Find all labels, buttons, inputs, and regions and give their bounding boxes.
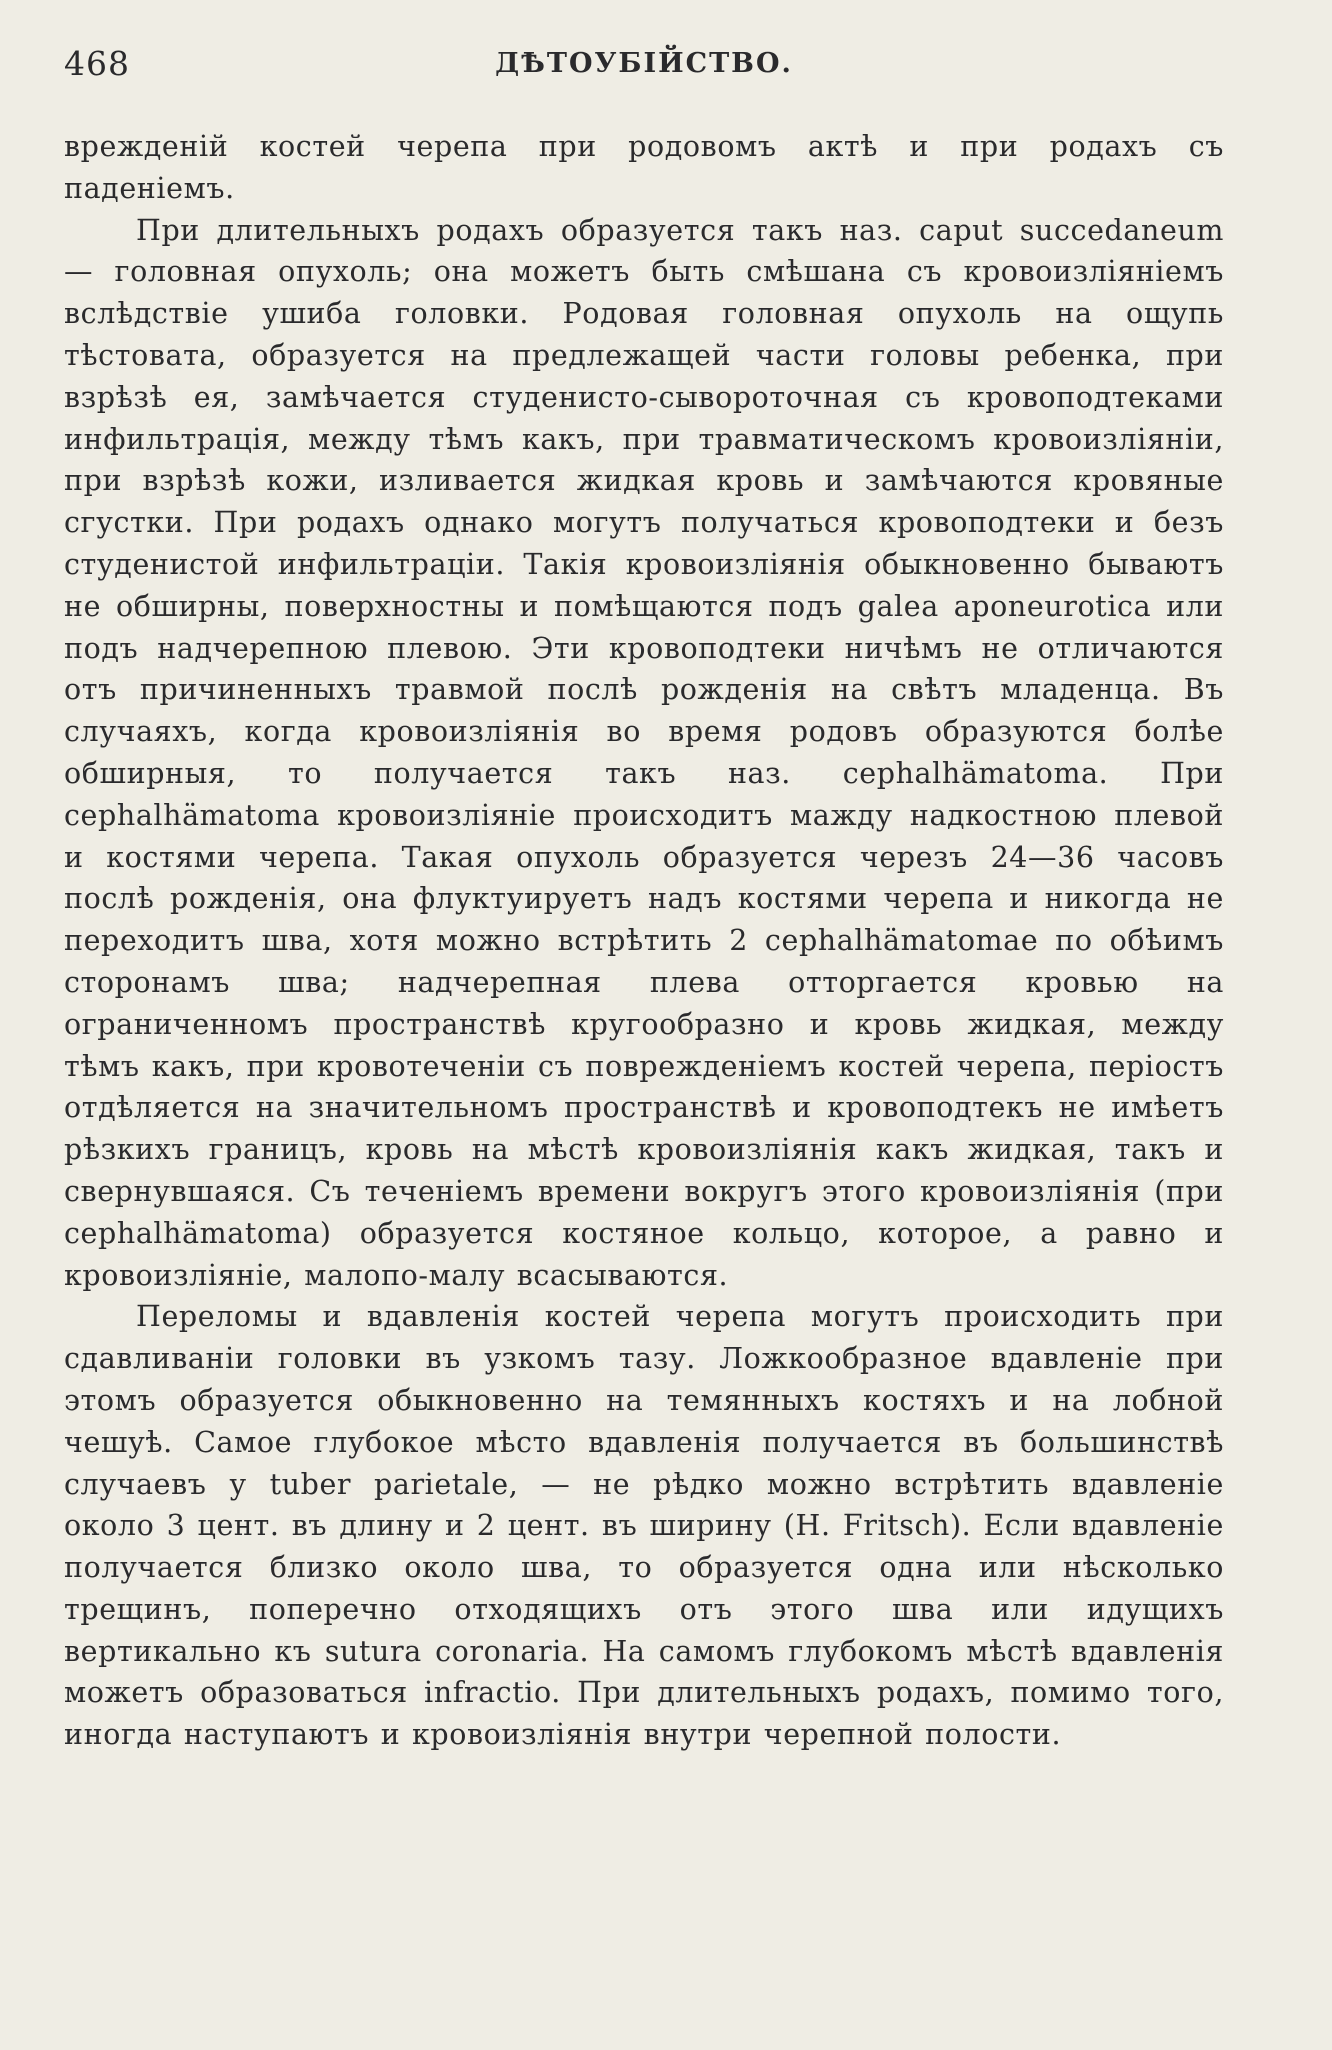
paragraph-continuation: врежденій костей черепа при родовомъ актѣ и при родахъ съ паденіемъ.: [64, 130, 1224, 205]
paragraph-caput-succedaneum: При длительныхъ родахъ образуется такъ наз. caput succedaneum — головная опухоль; она можетъ быть смѣшана съ кровоизліяніемъ вслѣдствіе ушиба головки. Родовая головная опухоль на ощупь тѣстовата, образуется на предлежащей части головы ребенка, при взрѣзѣ ея, замѣчается студенисто-сывороточная съ кровоподтеками инфильтрація, между тѣмъ какъ, при травматическомъ кровоизліяніи, при взрѣзѣ кожи, изливается жидкая кровь и замѣчаются кровяные сгустки. При родахъ однако могутъ получаться кровоподтеки и безъ студенистой инфильтраціи. Такія кровоизліянія обыкновенно бываютъ не обширны, поверхностны и помѣщаются подъ galea aponeurotica или подъ надчерепною плевою. Эти кровоподтеки ничѣмъ не отличаются отъ причиненныхъ травмой послѣ рожденія на свѣтъ младенца. Въ случаяхъ, когда кровоизліянія во время родовъ образуются болѣе обширныя, то получается такъ наз. cephalhämatoma. При cephalhämatoma кровоизліяніе происходитъ мажду надкостною плевой и костями черепа. Такая опухоль образуется черезъ 24—36 часовъ послѣ рожденія, она флуктуируетъ надъ костями черепа и никогда не переходитъ шва, хотя можно встрѣтить 2 cephalhämatomae по обѣимъ сторонамъ шва; надчерепная плева отторгается кровью на ограниченномъ пространствѣ кругообразно и кровь жидкая, между тѣмъ какъ, при кровотеченіи съ поврежденіемъ костей черепа, періостъ отдѣляется на значительномъ пространствѣ и кровоподтекъ не имѣетъ рѣзкихъ границъ, кровь на мѣстѣ кровоизліянія какъ жидкая, такъ и свернувшаяся. Съ теченіемъ времени вокругъ этого кровоизліянія (при cephalhämatoma) образуется костяное кольцо, которое, а равно и кровоизліяніе, малопо-малу всасываются.: [64, 213, 1224, 1292]
page-number: 468: [64, 44, 130, 83]
paragraph-skull-fractures: Переломы и вдавленія костей черепа могутъ происходить при сдавливаніи головки въ узкомъ тазу. Ложкообразное вдавленіе при этомъ образуется обыкновенно на темянныхъ костяхъ и на лобной чешуѣ. Самое глубокое мѣсто вдавленія получается въ большинствѣ случаевъ у tuber parietale, — не рѣдко можно встрѣтить вдавленіе около 3 цент. въ длину и 2 цент. въ ширину (H. Fritsch). Если вдавленіе получается близко около шва, то образуется одна или нѣсколько трещинъ, поперечно отходящихъ отъ этого шва или идущихъ вертикально къ sutura coronaria. На самомъ глубокомъ мѣстѣ вдавленія можетъ образоваться infractio. При длительныхъ родахъ, помимо того, иногда наступаютъ и кровоизліянія внутри черепной полости.: [64, 1300, 1224, 1752]
body-text: [64, 126, 1224, 1756]
running-head: ДѢТОУБІЙСТВО.: [495, 48, 793, 79]
page-header: [64, 44, 1224, 94]
